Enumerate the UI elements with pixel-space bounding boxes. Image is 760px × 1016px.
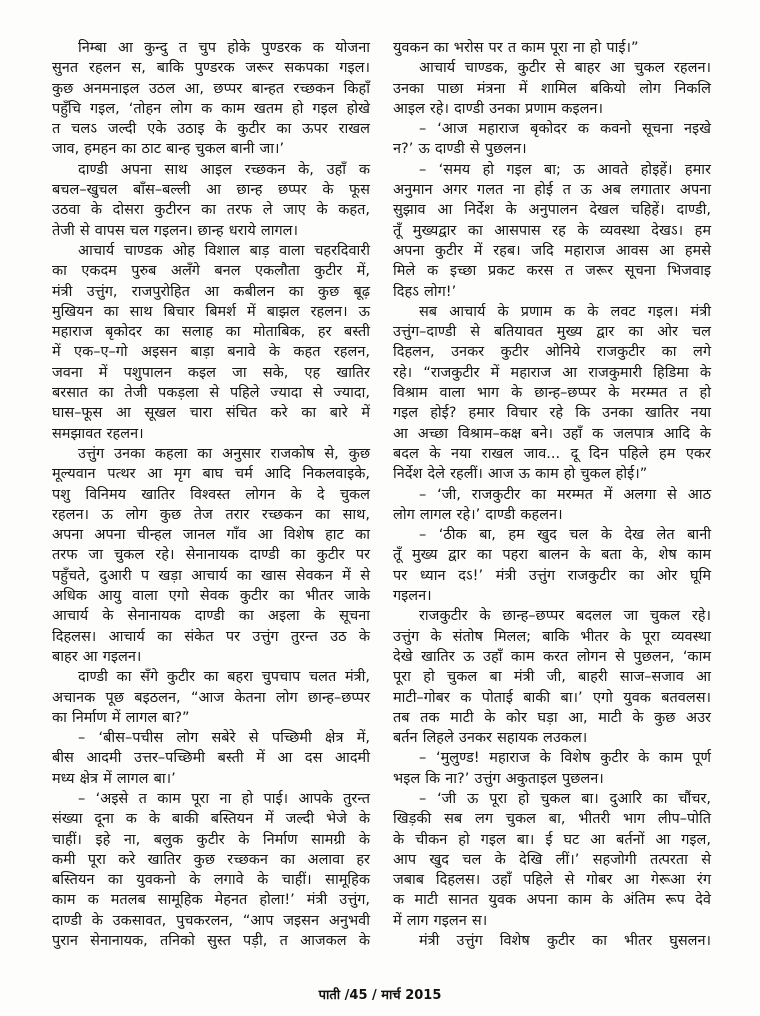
paragraph bbox=[393, 160, 711, 302]
text-line: कमी पूरा करे खातिर कुछ रच्छकन का अलावा हर bbox=[52, 851, 370, 868]
text-line: उनका पाछा मंत्रना में शामिल बकियो लोग निकलि bbox=[393, 80, 711, 97]
text-line: बदल के नया राखल जाव... दू दिन पहिले हम एकर bbox=[393, 445, 711, 462]
text-line: सब आचार्य के प्रणाम क के लवट गइल। मंत्री bbox=[419, 303, 711, 320]
text-line: मंत्री उत्तुंग विशेष कुटीर का भीतर घुसलन। bbox=[419, 933, 711, 950]
text-line: आचार्य चाण्डक, कुटीर से बाहर आ चुकल रहलन। bbox=[419, 60, 711, 77]
text-line: मुखियन का साथ बिचार बिमर्श में बाझल रहलन। ऊ bbox=[52, 303, 370, 320]
text-line: चाहीं। इहे ना, बलुक कुटीर के निर्माण सामग्री के bbox=[52, 831, 370, 848]
text-line: दिहऽ लोग!’ bbox=[393, 283, 457, 300]
text-line: उठवा के दोसरा कुटीरन का तरफ ले जाए के कहत, bbox=[52, 202, 370, 219]
text-line: पर ध्यान दऽ!’ मंत्री उत्तुंग राजकुटीर का ओर घूमि bbox=[393, 567, 711, 584]
text-line: – ‘मुलुण्ड! महाराज के विशेष कुटीर के काम पूर्ण bbox=[419, 750, 711, 767]
text-line: आचार्य के सेनानायक दाण्डी का अइला के सूचना bbox=[52, 608, 370, 625]
text-line: – ‘बीस–पचीस लोग सबेरे से पच्छिमी क्षेत्र में, bbox=[78, 730, 370, 747]
text-line: मिले क इच्छा प्रकट करस त जरूर सूचना भिजवाइ bbox=[393, 263, 711, 280]
text-line: सुनत रहलन स, बाकि पुण्डरक जरूर सकपका गइल। bbox=[52, 60, 370, 77]
text-line: बचल–खुचल बाँस–बल्ली आ छान्ह छप्पर के फूस bbox=[52, 182, 370, 199]
text-line: – ‘आज महाराज बृकोदर क कवनो सूचना नइखे bbox=[419, 121, 711, 138]
text-line: आप खुद चल के देखि लीं।’ सहजोगी तत्परता से bbox=[393, 851, 711, 868]
text-line: लोग लागल रहे।’ दाण्डी कहलन। bbox=[393, 506, 563, 523]
text-line: – ‘जी, राजकुटीर का मरम्मत में अलगा से आठ bbox=[419, 486, 711, 503]
text-line: बरसात का तेजी पकड़ला से पहिले ज्यादा से ज्यादा, bbox=[52, 385, 370, 402]
text-line: जवना में पशुपालन कइल जा सके, एह खातिर bbox=[52, 364, 370, 381]
text-line: आचार्य चाण्डक ओह विशाल बाड़ वाला चहरदिवारी bbox=[78, 242, 370, 259]
text-line: त चलऽ जल्दी एके उठाइ के कुटीर का ऊपर राखल bbox=[52, 121, 370, 138]
text-line: तेजी से वापस चल गइलन। छान्ह धराये लागल। bbox=[52, 222, 298, 239]
text-line: मूल्यवान पत्थर आ मृग बाघ चर्म आदि निकलवाइके, bbox=[52, 466, 370, 483]
text-line: मध्य क्षेत्र में लागल बा।’ bbox=[52, 770, 176, 787]
text-line: का निर्माण में लागल बा?” bbox=[52, 709, 190, 726]
text-column-right bbox=[393, 38, 711, 951]
text-line: भइल कि ना?’ उत्तुंग अकुताइल पुछलन। bbox=[393, 770, 604, 787]
text-line: समझावत रहलन। bbox=[52, 425, 144, 442]
text-line: अपना कुटीर में रहब। जदि महाराज आवस आ हमसे bbox=[393, 242, 711, 259]
text-line: तब तक माटी के कोर घड़ा आ, माटी के कुछ अउर bbox=[393, 709, 711, 726]
text-line: काम क मतलब सामूहिक मेहनत होला!’ मंत्री उत्तुंग, bbox=[52, 892, 370, 909]
paragraph bbox=[393, 606, 711, 748]
paragraph bbox=[52, 667, 370, 728]
text-line: खिड़की सब लग चुकल बा, भीतरी भाग लीप–पोति bbox=[393, 811, 711, 828]
text-line: – ‘जी ऊ पूरा हो चुकल बा। दुआरि का चौंचर, bbox=[419, 790, 711, 807]
text-line: तूँ मुख्य द्वार का पहरा बालन के बता के, शेष काम bbox=[393, 547, 711, 564]
text-line: उत्तुंग के संतोष मिलल; बाकि भीतर के पूरा व्यवस्था bbox=[393, 628, 711, 645]
paragraph bbox=[393, 525, 711, 606]
text-line: – ‘समय हो गइल बा; ऊ आवते होइहें। हमार bbox=[419, 161, 711, 178]
paragraph bbox=[393, 748, 711, 789]
text-line: आ अच्छा विश्राम–कक्ष बने। उहाँ क जलपात्र आदि के bbox=[393, 425, 711, 442]
text-line: पूरा हो चुकल बा मंत्री जी, बाहरी साज–सजाव आ bbox=[393, 669, 711, 686]
text-line: अनुमान अगर गलत ना होई त ऊ अब लगातार अपना bbox=[393, 182, 711, 199]
paragraph bbox=[52, 241, 370, 444]
text-line: आइल रहे। दाण्डी उनका प्रणाम कइलन। bbox=[393, 100, 603, 117]
text-line: मंत्री उत्तुंग, राजपुरोहित आ कबीलन का कुछ बूढ़ bbox=[52, 283, 370, 300]
text-line: बर्तन लिहले उनकर सहायक लउकल। bbox=[393, 730, 588, 747]
text-line: क माटी सानत युवक अपना काम के अंतिम रूप देवे bbox=[393, 892, 711, 909]
text-line: तरफ जा चुकल रहे। सेनानायक दाण्डी का कुटीर पर bbox=[52, 547, 370, 564]
page-footer: पाती /45 / मार्च 2015 bbox=[318, 988, 442, 1003]
text-line: रहे। “राजकुटीर में महाराज आ राजकुमारी हिडिमा के bbox=[393, 364, 711, 381]
text-line: – ‘अइसे त काम पूरा ना हो पाई। आपके तुरन्त bbox=[78, 790, 370, 807]
text-line: का एकदम पुरुब अलँगे बनल एकलौता कुटीर में, bbox=[52, 263, 370, 280]
text-line: रहलन। ऊ लोग कुछ तेज तरार रच्छकन का साथ, bbox=[52, 506, 370, 523]
text-line: उत्तुंग उनका कहला का अनुसार राजकोष से, कुछ bbox=[78, 445, 370, 462]
text-line: बाहर आ गइलन। bbox=[52, 648, 142, 665]
text-line: गइलन। bbox=[393, 588, 432, 605]
text-line: दाण्डी के उकसावत, पुचकरलन, “आप जइसन अनुभवी bbox=[52, 912, 370, 929]
text-line: गइल होई? हमार विचार रहे कि उनका खातिर नया bbox=[393, 405, 711, 422]
paragraph bbox=[52, 444, 370, 667]
text-line: पशु विनिमय खातिर विश्वस्त लोगन के दे चुकल bbox=[52, 486, 370, 503]
text-line: में लाग गइलन स। bbox=[393, 912, 488, 929]
text-line: पहुँचते, दुआरी प खड़ा आचार्य का खास सेवकन में से bbox=[52, 567, 370, 584]
text-line: विश्राम वाला भाग के छान्ह–छप्पर के मरम्मत त हो bbox=[393, 385, 711, 402]
text-line: में एक–ए–गो अइसन बाड़ा बनावे के कहत रहलन, bbox=[52, 344, 370, 361]
paragraph bbox=[52, 160, 370, 241]
text-line: न?’ ऊ दाण्डी से पुछलन। bbox=[393, 141, 527, 158]
text-line: तूँ मुख्यद्वार का आसपास रह के व्यवस्था देखऽ। हम bbox=[393, 222, 711, 239]
text-line: कुछ अनमनाइल उठल आ, छप्पर बान्हत रच्छकन किहाँ bbox=[52, 80, 370, 97]
text-line: अपना अपना चीन्हल जानल गाँव आ विशेष हाट का bbox=[52, 527, 370, 544]
paragraph bbox=[393, 38, 711, 58]
text-line: देखे खातिर ऊ उहाँ काम करत लोगन से पुछलन, ‘काम bbox=[393, 648, 711, 665]
text-column-left bbox=[52, 38, 370, 951]
text-line: जबाब दिहलस। उहाँ पहिले से गोबर आ गेरूआ रंग bbox=[393, 872, 711, 889]
paragraph bbox=[393, 931, 711, 951]
text-line: दिहलन, उनकर कुटीर ओनिये राजकुटीर का लगे bbox=[393, 344, 711, 361]
text-line: दाण्डी का सँगे कुटीर का बहरा चुपचाप चलत मंत्री, bbox=[78, 669, 370, 686]
text-line: माटी–गोबर क पोताई बाकी बा।’ एगो युवक बतवलस। bbox=[393, 689, 711, 706]
paragraph bbox=[52, 38, 370, 160]
paragraph bbox=[393, 302, 711, 485]
text-line: घास–फूस आ सूखल चारा संचित करे का बारे में bbox=[52, 405, 370, 422]
text-line: दाण्डी अपना साथ आइल रच्छकन के, उहाँ क bbox=[78, 161, 370, 178]
paragraph bbox=[393, 119, 711, 160]
paragraph bbox=[393, 58, 711, 119]
text-line: अचानक पूछ बइठलन, “आज केतना लोग छान्ह–छप्पर bbox=[52, 689, 370, 706]
text-line: उत्तुंग–दाण्डी से बतियावत मुख्य द्वार का ओर चल bbox=[393, 324, 711, 341]
text-line: – ‘ठीक बा, हम खुद चल के देख लेत बानी bbox=[419, 527, 711, 544]
paragraph bbox=[52, 728, 370, 789]
text-line: जाव, हमहन का ठाट बान्ह चुकल बानी जा।’ bbox=[52, 141, 285, 158]
text-line: राजकुटीर के छान्ह–छप्पर बदलल जा चुकल रहे। bbox=[419, 608, 711, 625]
text-line: अधिक आयु वाला एगो सेवक कुटीर का भीतर जाके bbox=[52, 588, 370, 605]
text-line: के चीकन हो गइल बा। ई घट आ बर्तनों आ गइल, bbox=[393, 831, 711, 848]
paragraph bbox=[393, 789, 711, 931]
paragraph bbox=[52, 789, 370, 951]
paragraph bbox=[393, 485, 711, 526]
text-line: पुरान सेनानायक, तनिको सुस्त पड़ी, त आजकल के bbox=[52, 933, 370, 950]
text-line: संख्या दूना क के बाकी बस्तियन में जल्दी भेजे के bbox=[52, 811, 370, 828]
text-line: निर्देश देले रहलीं। आज ऊ काम हो चुकल होई।” bbox=[393, 466, 648, 483]
text-line: महाराज बृकोदर का सलाह का मोताबिक, हर बस्ती bbox=[52, 324, 370, 341]
text-line: सुझाव आ निर्देश के अनुपालन देखल चहिहें। दाण्डी, bbox=[393, 202, 711, 219]
text-line: बीस आदमी उत्तर–पच्छिमी बस्ती में आ दस आदमी bbox=[52, 750, 370, 767]
text-line: निम्बा आ कुन्दु त चुप होके पुण्डरक क योजना bbox=[78, 40, 370, 56]
text-line: पहुँचि गइल, ‘तोहन लोग क काम खतम हो गइल होखे bbox=[52, 100, 370, 117]
text-line: युवकन का भरोस पर त काम पूरा ना हो पाई।” bbox=[393, 40, 639, 56]
text-line: दिहलस। आचार्य का संकेत पर उत्तुंग तुरन्त उठ के bbox=[52, 628, 370, 645]
text-line: बस्तियन का युवकनो के लगावे के चाहीं। सामूहिक bbox=[52, 872, 370, 889]
